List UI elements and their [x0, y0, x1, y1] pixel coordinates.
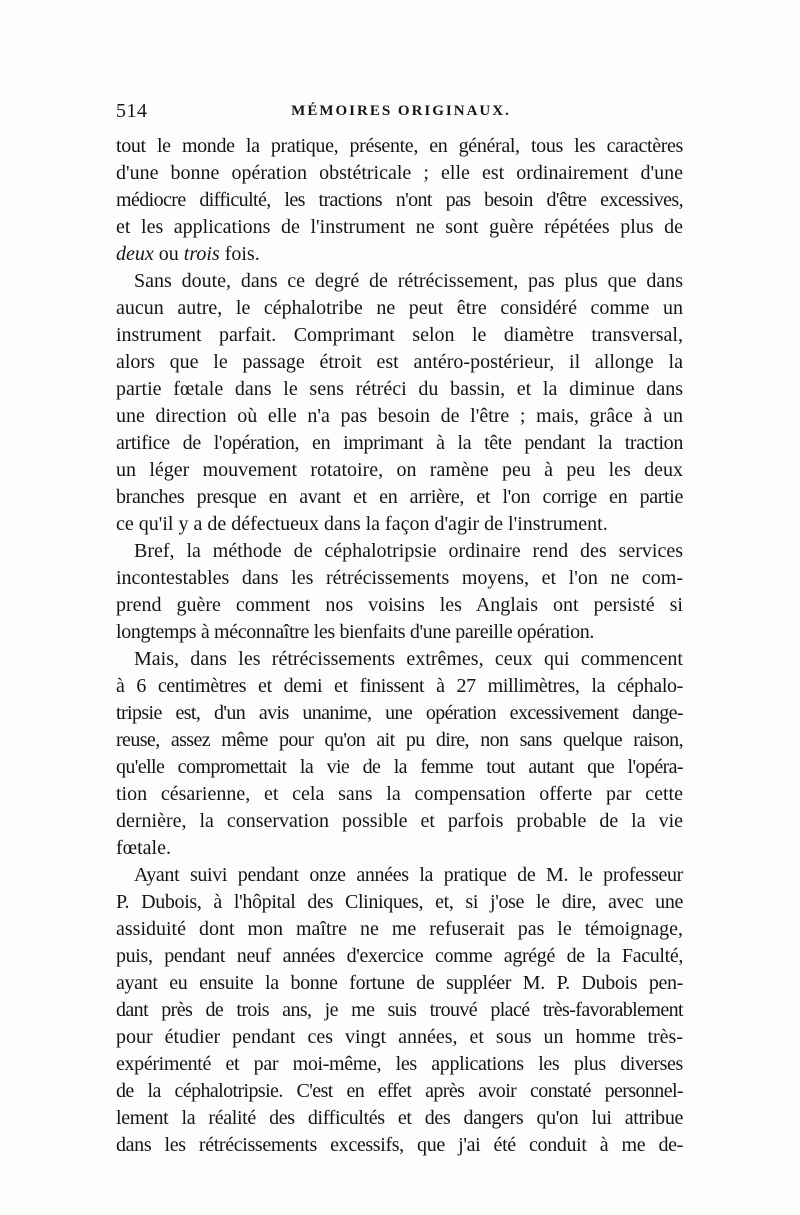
- text-line: qu'elle compromettait la vie de la femme tout autant que l'opéra-: [116, 756, 683, 778]
- text-line: prend guère comment nos voisins les Anglais ont persisté si: [116, 594, 683, 616]
- text-line: branches presque en avant et en arrière, et l'on corrige en partie: [116, 486, 683, 508]
- text-line: ce qu'il y a de défectueux dans la façon d'agir de l'instrument.: [116, 513, 608, 535]
- body-text: [116, 133, 683, 1159]
- text-line: incontestables dans les rétrécissements moyens, et l'on ne com-: [116, 567, 683, 589]
- text-line: Mais, dans les rétrécissements extrêmes, ceux qui commencent: [134, 648, 683, 670]
- text-line: [116, 241, 683, 268]
- text-line: pour étudier pendant ces vingt années, et sous un homme très-: [116, 1026, 683, 1048]
- text-line: instrument parfait. Comprimant selon le diamètre transversal,: [116, 324, 683, 346]
- text-fragment: ou: [153, 243, 184, 265]
- text-line: P. Dubois, à l'hôpital des Cliniques, et, si j'ose le dire, avec une: [116, 891, 683, 913]
- text-line: tout le monde la pratique, présente, en général, tous les caractères: [116, 135, 683, 157]
- italic-word: deux: [116, 243, 154, 265]
- text-fragment: fois.: [219, 243, 260, 265]
- text-line: Bref, la méthode de céphalotripsie ordinaire rend des services: [134, 540, 683, 562]
- text-line: alors que le passage étroit est antéro-postérieur, il allonge la: [116, 351, 683, 373]
- text-line: dernière, la conservation possible et parfois probable de la vie: [116, 810, 683, 832]
- text-line: puis, pendant neuf années d'exercice comme agrégé de la Faculté,: [116, 945, 683, 967]
- text-line: Sans doute, dans ce degré de rétrécissement, pas plus que dans: [134, 270, 683, 292]
- text-line: tripsie est, d'un avis unanime, une opération excessivement dange-: [116, 702, 683, 724]
- text-line: de la céphalotripsie. C'est en effet après avoir constaté personnel-: [116, 1080, 683, 1102]
- text-line: médiocre difficulté, les tractions n'ont pas besoin d'être excessives,: [116, 189, 683, 211]
- text-line: d'une bonne opération obstétricale ; elle est ordinairement d'une: [116, 162, 683, 184]
- text-line: partie fœtale dans le sens rétréci du bassin, et la diminue dans: [116, 378, 683, 400]
- running-title: MÉMOIRES ORIGINAUX.: [291, 103, 511, 119]
- italic-word: trois: [183, 243, 220, 265]
- text-line: lement la réalité des difficultés et des dangers qu'on lui attribue: [116, 1107, 683, 1129]
- page-number: 514: [116, 100, 148, 122]
- text-line: tion césarienne, et cela sans la compensation offerte par cette: [116, 783, 683, 805]
- text-line: assiduité dont mon maître ne me refuserait pas le témoignage,: [116, 918, 683, 940]
- text-line: Ayant suivi pendant onze années la pratique de M. le professeur: [134, 864, 683, 886]
- text-line: longtemps à méconnaître les bienfaits d'une pareille opération.: [116, 621, 595, 643]
- text-line: ayant eu ensuite la bonne fortune de suppléer M. P. Dubois pen-: [116, 972, 683, 994]
- text-line: fœtale.: [116, 837, 171, 859]
- text-line: dans les rétrécissements excessifs, que j'ai été conduit à me de-: [116, 1134, 683, 1156]
- text-line: expérimenté et par moi-même, les applications les plus diverses: [116, 1053, 683, 1075]
- text-line: et les applications de l'instrument ne sont guère répétées plus de: [116, 216, 683, 238]
- text-line: une direction où elle n'a pas besoin de l'être ; mais, grâce à un: [116, 405, 683, 427]
- text-line: aucun autre, le céphalotribe ne peut être considéré comme un: [116, 297, 683, 319]
- text-line: à 6 centimètres et demi et finissent à 27 millimètres, la céphalo-: [116, 675, 683, 697]
- text-line: un léger mouvement rotatoire, on ramène peu à peu les deux: [116, 459, 683, 481]
- text-line: reuse, assez même pour qu'on ait pu dire, non sans quelque raison,: [116, 729, 683, 751]
- page-header: [116, 100, 686, 126]
- text-line: dant près de trois ans, je me suis trouvé placé très-favorablement: [116, 999, 683, 1021]
- text-line: artifice de l'opération, en imprimant à la tête pendant la traction: [116, 432, 683, 454]
